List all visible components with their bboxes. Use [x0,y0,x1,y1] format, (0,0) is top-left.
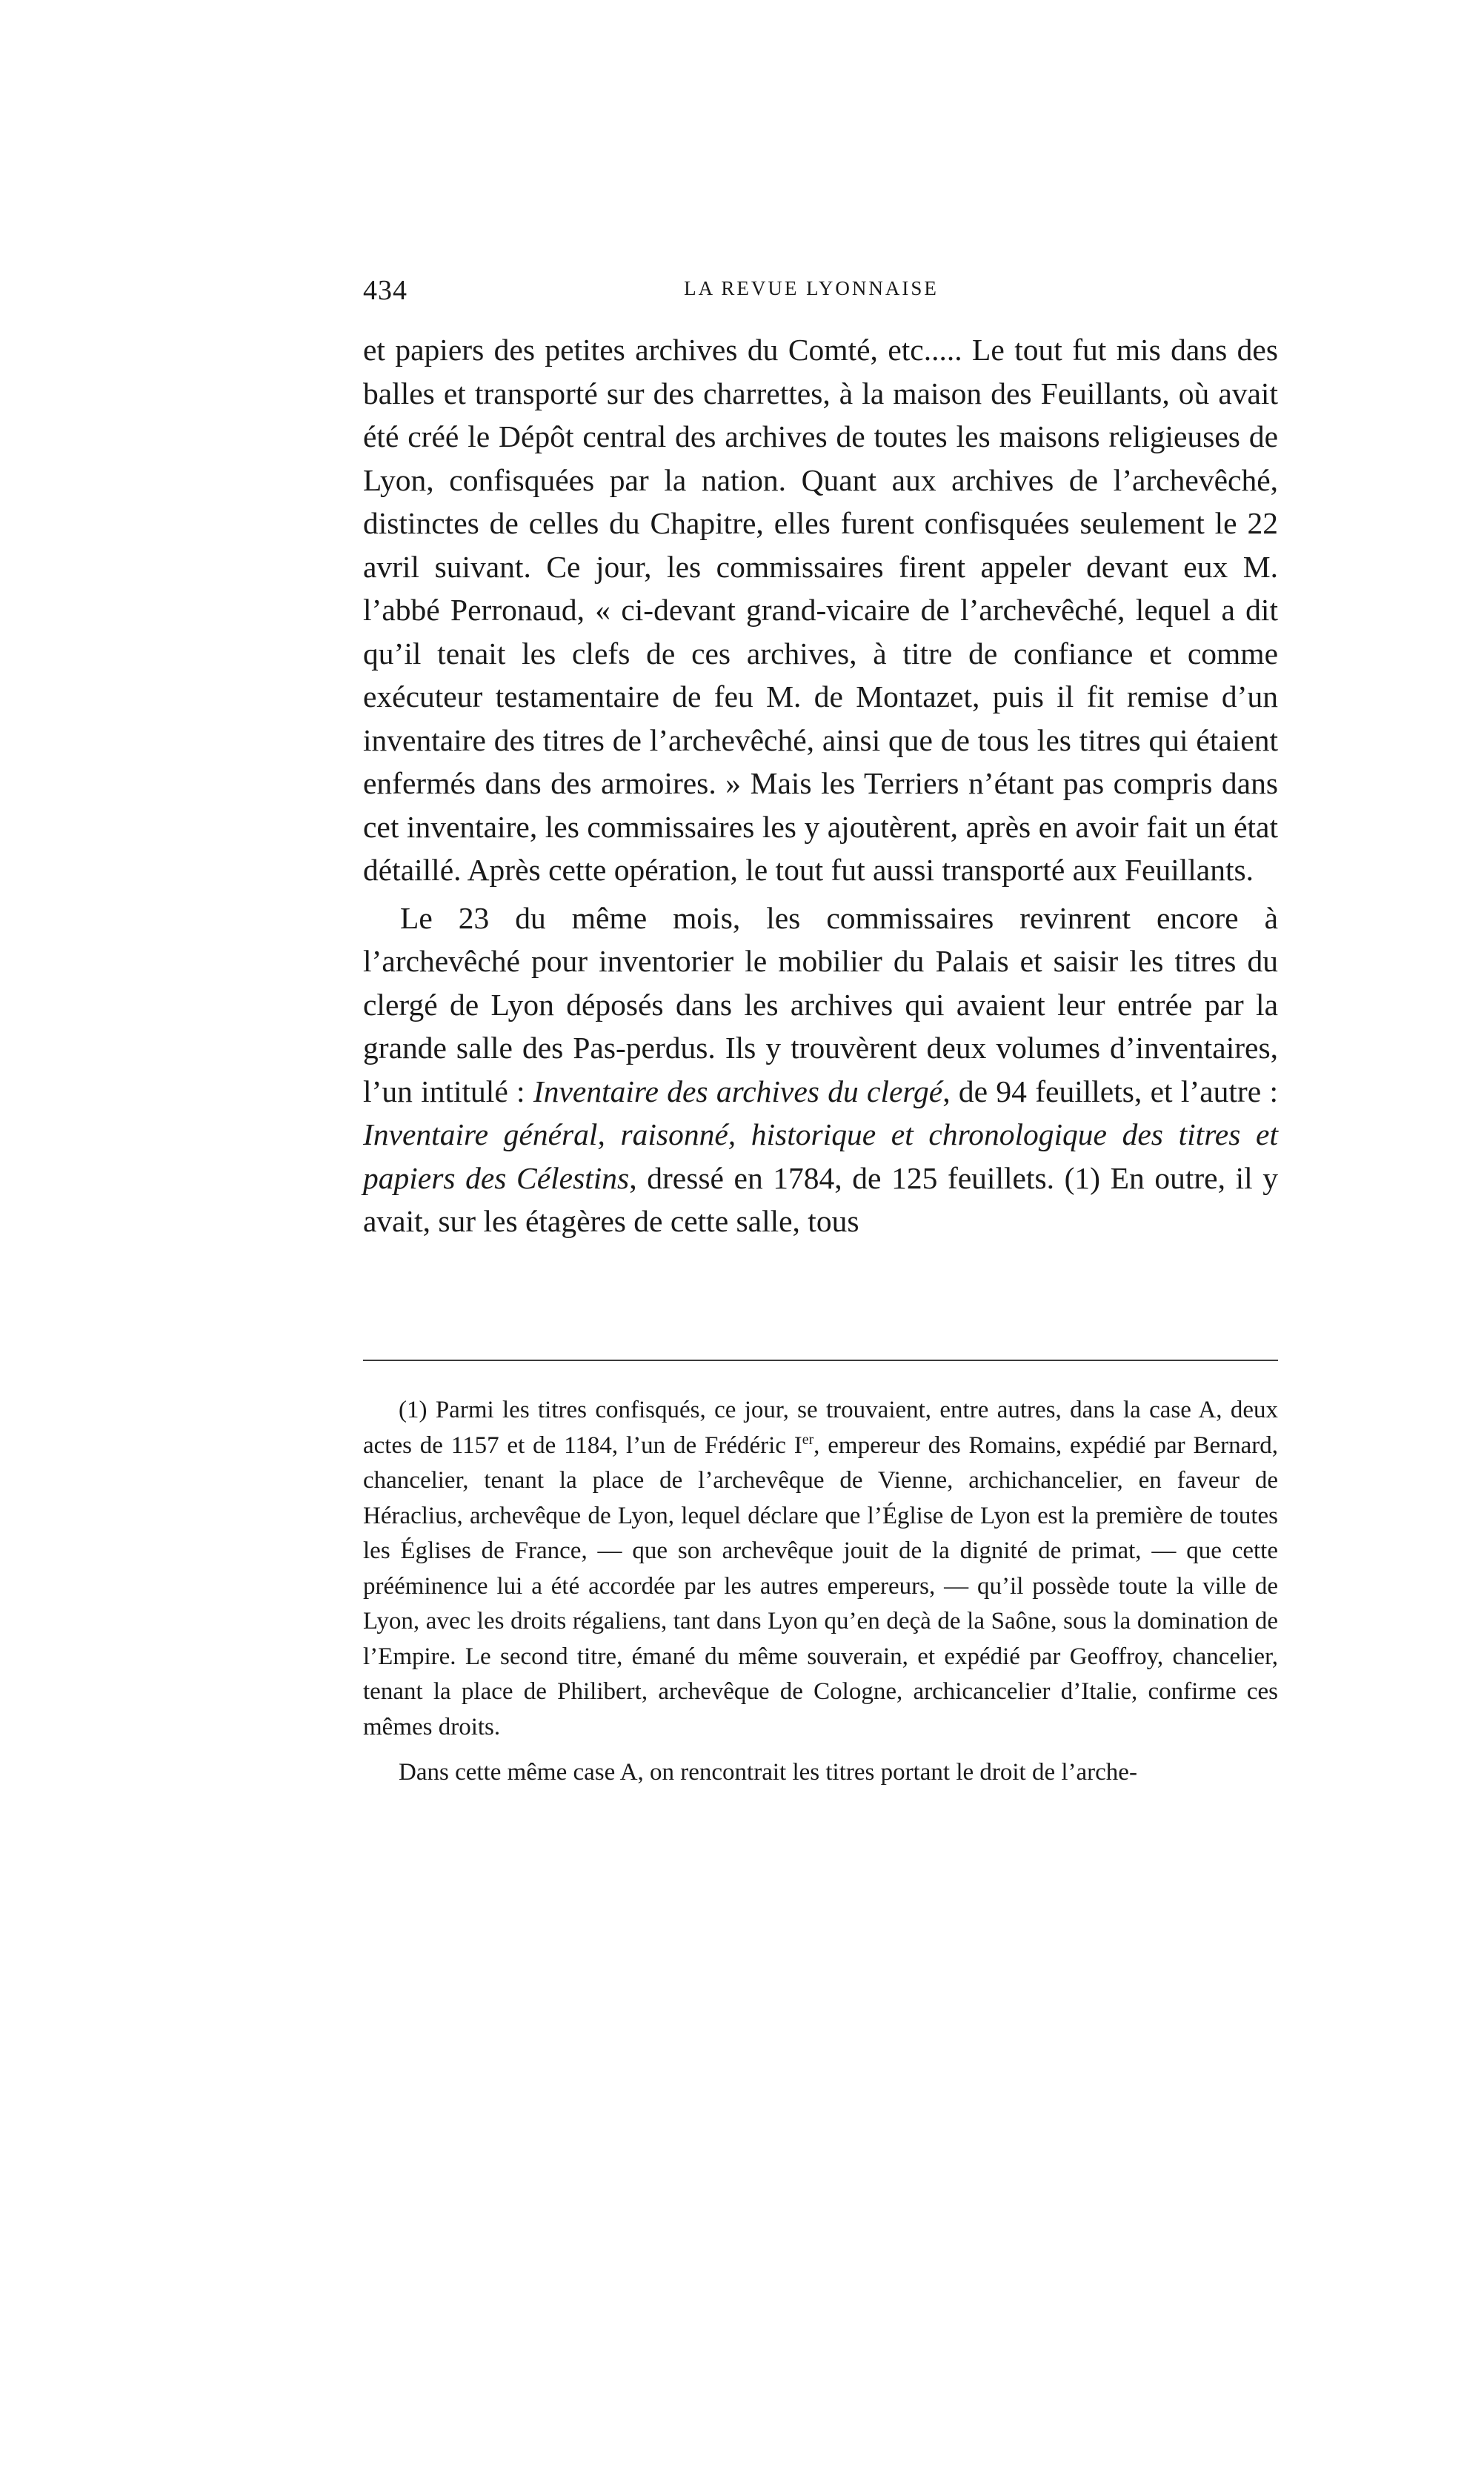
footnote-1-text-b: , empereur des Romains, expédié par Bernard, chancelier, tenant la place de l’archevêque de Vienne, archichancelier, en faveur de Héraclius, archevêque de Lyon, lequel déclare que l’Église de Lyon est la première de toutes les Églises de France, — que son archevêque jouit de la dignité de primat, — que cette prééminence lui a été accordée par les autres empereurs, — qu’il possède toute la ville de Lyon, avec les droits régaliens, tant dans Lyon qu’en deçà de la Saône, sous la domination de l’Empire. Le second titre, émané du même souverain, et expédié par Geoffroy, chancelier, tenant la place de Philibert, archevêque de Cologne, archicancelier d’Italie, confirme ces mêmes droits. [363,1431,1278,1740]
paragraph-1: et papiers des petites archives du Comté, etc..... Le tout fut mis dans des balles et transporté sur des charrettes, à la maison des Feuillants, où avait été créé le Dépôt central des archives de toutes les maisons religieuses de Lyon, confisquées par la nation. Quant aux archives de l’archevêché, distinctes de celles du Chapitre, elles furent confisquées seulement le 22 avril suivant. Ce jour, les commissaires firent appeler devant eux M. l’abbé Perronaud, « ci-devant grand-vicaire de l’archevêché, lequel a dit qu’il tenait les clefs de ces archives, à titre de confiance et comme exécuteur testamentaire de feu M. de Montazet, puis il fit remise d’un inventaire des titres de l’archevêché, ainsi que de tous les titres qui étaient enfermés dans des armoires. » Mais les Terriers n’étant pas compris dans cet inventaire, les commissaires les y ajoutèrent, après en avoir fait un état détaillé. Après cette opération, le tout fut aussi transporté aux Feuillants. [363,333,1278,887]
inventory-title-clergy: Inventaire des archives du clergé [533,1074,943,1108]
footnotes [363,1393,1278,1791]
footnote-1-text-a: (1) Parmi les titres confisqués, ce jour, se trouvaient, entre autres, dans la case A, deux actes de 1157 et de 1184, l’un de Frédéric I [363,1397,1278,1459]
running-head [363,274,1260,319]
paragraph-2-text-b: , de 94 feuillets, et l’autre : [942,1074,1278,1108]
main-text [363,328,1278,1243]
footnote-1-continuation: Dans cette même case A, on rencontrait les titres portant le droit de l’arche- [399,1759,1137,1786]
inventory-title-celestins: Inventaire général, raisonné, historique et chronologique des titres et papiers des Célestins [363,1117,1278,1195]
footnote-rule [363,1360,1278,1361]
page-number: 434 [363,275,407,306]
footnote-1 [363,1393,1278,1745]
paragraph-2-text-c: , dressé en 1784, de 125 feuillets. (1) En outre, il y avait, sur les étagères de cette salle, tous [363,1160,1278,1238]
footnote-1-superscript: er [802,1431,814,1448]
paragraph-2 [363,897,1278,1243]
running-title: LA REVUE LYONNAISE [684,277,939,299]
paragraph-2-text-a: Le 23 du même mois, les commissaires revinrent encore à l’archevêché pour inventorier le mobilier du Palais et saisir les titres du clergé de Lyon déposés dans les archives qui avaient leur entrée par la grande salle des Pas-perdus. Ils y trouvèrent deux volumes d’inventaires, l’un intitulé : [363,900,1278,1108]
